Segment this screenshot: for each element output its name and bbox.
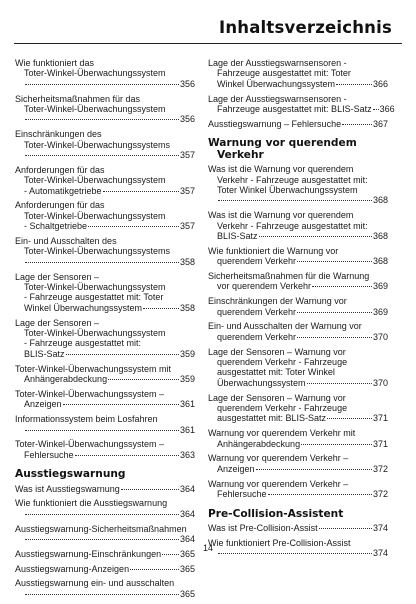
toc-page-ref: 364: [179, 534, 195, 545]
toc-entry[interactable]: [15, 165, 195, 196]
toc-entry[interactable]: [15, 578, 195, 599]
toc-page-ref: 357: [179, 221, 195, 232]
toc-page-ref: 356: [179, 78, 195, 89]
toc-entry-line: Lage der Sensoren –: [15, 317, 100, 328]
dot-leader: [121, 489, 179, 490]
toc-entry[interactable]: [15, 318, 195, 360]
toc-list-querverkehr: [208, 164, 388, 499]
toc-column-right: [208, 58, 395, 563]
toc-entry[interactable]: [208, 271, 388, 292]
dot-leader: [312, 286, 372, 287]
toc-entry-title-cont: ausgestattet mit: BLIS-Satz: [217, 413, 327, 424]
toc-entry[interactable]: [15, 272, 195, 314]
toc-page-ref: 366: [372, 78, 388, 89]
dot-leader: [25, 84, 179, 85]
toc-page-ref: 374: [372, 548, 388, 559]
toc-entry-title-cont: Anzeigen: [217, 463, 255, 474]
toc-entry-line: Toter-Winkel-Überwachungssystem –: [15, 439, 165, 450]
toc-entry[interactable]: [208, 321, 388, 342]
dot-leader: [268, 494, 372, 495]
toc-entry-line: [15, 564, 195, 574]
toc-page-ref: 370: [372, 377, 388, 388]
toc-column-left: [15, 58, 195, 604]
toc-entry-line: Toter-Winkel-Überwachungssystem –: [15, 388, 165, 399]
toc-entry[interactable]: [15, 94, 195, 125]
toc-entry-title-cont: vor querendem Verkehr: [217, 281, 312, 292]
toc-entry-line: Ausstiegswarnung-Sicherheitsmaßnahmen: [15, 523, 187, 534]
toc-entry[interactable]: [208, 164, 388, 206]
toc-entry[interactable]: [15, 484, 195, 494]
toc-entry-line: Was ist die Warnung vor querendem: [208, 164, 354, 175]
dot-leader: [256, 469, 372, 470]
dot-leader: [66, 354, 179, 355]
toc-entry-title-cont: Anhängerabdeckung: [24, 374, 108, 385]
dot-leader: [327, 418, 372, 419]
toc-entry-line: [208, 231, 388, 241]
toc-entry-line: Lage der Sensoren – Warnung vor: [208, 392, 346, 403]
toc-entry-line: [15, 374, 195, 384]
dot-leader: [143, 308, 179, 309]
toc-entry[interactable]: [15, 524, 195, 545]
toc-page-ref: 368: [372, 256, 388, 267]
toc-page-ref: 371: [372, 438, 388, 449]
toc-entry-line: Anforderungen für das: [15, 200, 105, 211]
toc-entry-line: [208, 79, 388, 89]
toc-entry-line: Wie funktioniert das: [15, 58, 95, 68]
dot-leader: [130, 569, 179, 570]
toc-entry-line: [15, 450, 195, 460]
dot-leader: [25, 155, 179, 156]
toc-entry-line: [15, 257, 195, 267]
toc-entry-title-cont: Anzeigen: [24, 399, 62, 410]
toc-page-ref: 365: [179, 588, 195, 599]
dot-leader: [25, 430, 179, 431]
toc-entry-line: ausgestattet mit: Toter Winkel: [217, 367, 335, 378]
dot-leader: [25, 262, 179, 263]
toc-entry-line: Wie funktioniert Pre-Collision-Assist: [208, 537, 351, 548]
toc-page-ref: 365: [179, 548, 195, 559]
toc-entry-line: Einschränkungen der Warnung vor: [208, 296, 347, 307]
toc-entry[interactable]: [208, 453, 388, 474]
toc-entry[interactable]: [15, 439, 195, 460]
toc-page-ref: 370: [372, 331, 388, 342]
toc-page-ref: 357: [179, 150, 195, 161]
toc-page-ref: 364: [179, 508, 195, 519]
dot-leader: [63, 404, 179, 405]
toc-entry-line: Toter-Winkel-Überwachungssystem mit: [15, 363, 172, 374]
toc-page-ref: 369: [372, 306, 388, 317]
toc-entry-line: Einschränkungen des: [15, 129, 102, 140]
toc-entry-line: [208, 523, 388, 533]
toc-page-ref: 368: [372, 231, 388, 242]
page-header: [14, 14, 402, 44]
toc-page-ref: 357: [179, 185, 195, 196]
toc-entry-line: - Fahrzeuge ausgestattet mit: Toter: [24, 292, 164, 303]
toc-entry-line: [15, 509, 195, 519]
dot-leader: [25, 119, 179, 120]
page-title: Inhaltsverzeichnis: [218, 18, 392, 37]
toc-entry-line: Toter Winkel Überwachungssystem: [217, 185, 358, 196]
dot-leader: [25, 539, 179, 540]
toc-entry-line: Verkehr - Fahrzeuge ausgestattet mit:: [217, 220, 368, 231]
toc-entry-title-cont: Überwachungssystem: [217, 377, 306, 388]
toc-entry-line: querendem Verkehr - Fahrzeuge: [217, 403, 348, 414]
dot-leader: [25, 514, 179, 515]
toc-list-pre-collision: [208, 523, 388, 559]
toc-entry-title: Ausstiegswarnung-Anzeigen: [15, 563, 130, 574]
toc-page-ref: 369: [372, 281, 388, 292]
dot-leader: [297, 312, 372, 313]
toc-entry-line: [15, 114, 195, 124]
toc-list-ausstiegswarnung: [15, 484, 195, 600]
toc-page-ref: 361: [179, 399, 195, 410]
dot-leader: [88, 226, 179, 227]
toc-entry-line: Sicherheitsmaßnahmen für die Warnung: [208, 271, 370, 282]
toc-entry-title-cont: Fahrzeuge ausgestattet mit: BLIS-Satz: [217, 104, 372, 115]
dot-leader: [218, 200, 372, 201]
toc-entry-line: [208, 281, 388, 291]
toc-entry-line: [15, 425, 195, 435]
toc-entry-line: [15, 484, 195, 494]
toc-entry[interactable]: [15, 200, 195, 231]
toc-entry-line: Ein- und Ausschalten der Warnung vor: [208, 321, 362, 332]
dot-leader: [342, 124, 372, 125]
toc-entry-line: Toter-Winkel-Überwachungssystem: [24, 282, 166, 293]
toc-entry-line: Wie funktioniert die Ausstiegswarnung: [15, 498, 168, 509]
toc-entry-line: Warnung vor querendem Verkehr mit: [208, 428, 356, 439]
toc-entry[interactable]: [15, 498, 195, 519]
toc-entry[interactable]: [208, 393, 388, 424]
toc-entry[interactable]: [208, 246, 388, 267]
toc-entry-title-cont: querendem Verkehr: [217, 331, 297, 342]
dot-leader: [259, 236, 372, 237]
toc-entry-line: [15, 186, 195, 196]
toc-entry[interactable]: [208, 58, 388, 89]
toc-entry-title-cont: Fehlersuche: [24, 449, 74, 460]
toc-page-ref: 366: [379, 104, 395, 115]
toc-entry[interactable]: [208, 119, 388, 129]
toc-list-left: [15, 58, 195, 460]
dot-leader: [301, 444, 372, 445]
toc-entry-line: Ein- und Ausschalten des: [15, 236, 117, 247]
toc-page-ref: 372: [372, 463, 388, 474]
dot-leader: [297, 337, 372, 338]
toc-entry-line: [15, 79, 195, 89]
toc-entry-line: Warnung vor querendem Verkehr –: [208, 453, 349, 464]
toc-entry-line: Toter-Winkel-Überwachungssystem: [24, 328, 166, 339]
toc-entry-title: Ausstiegswarnung-Einschränkungen: [15, 548, 162, 559]
toc-entry-line: Was ist die Warnung vor querendem: [208, 210, 354, 221]
toc-entry-line: [208, 378, 388, 388]
toc-entry-title-cont: - Automatikgetriebe: [24, 185, 102, 196]
toc-entry[interactable]: [208, 210, 388, 241]
dot-leader: [319, 528, 372, 529]
toc-entry-line: Verkehr - Fahrzeuge ausgestattet mit:: [217, 174, 368, 185]
toc-entry-title-cont: Anhängerabdeckung: [217, 438, 301, 449]
toc-entry[interactable]: [15, 236, 195, 267]
toc-entry-line: Ausstiegswarnung ein- und ausschalten: [15, 578, 175, 589]
dot-leader: [75, 455, 179, 456]
toc-entry-line: - Fahrzeuge ausgestattet mit:: [24, 338, 142, 349]
toc-entry[interactable]: [15, 129, 195, 160]
toc-entry-line: Sicherheitsmaßnahmen für das: [15, 93, 141, 104]
toc-entry-line: Toter-Winkel-Überwachungssystems: [24, 246, 171, 257]
toc-page-ref: 359: [179, 374, 195, 385]
toc-entry-title: Was ist Pre-Collision-Assist: [208, 523, 318, 533]
section-heading-ausstiegswarnung: Ausstiegswarnung: [15, 468, 126, 481]
toc-entry[interactable]: [208, 296, 388, 317]
toc-entry-line: Informationssystem beim Losfahren: [15, 414, 158, 425]
page-number: 14: [202, 543, 213, 553]
toc-page-ref: 374: [372, 523, 388, 533]
toc-entry-line: [15, 589, 195, 599]
toc-page-ref: 358: [179, 302, 195, 313]
dot-leader: [162, 554, 179, 555]
toc-entry-line: Wie funktioniert die Warnung vor: [208, 245, 339, 256]
toc-entry[interactable]: [208, 479, 388, 500]
toc-entry[interactable]: [15, 414, 195, 435]
toc-entry-line: [208, 464, 388, 474]
toc-page-ref: 367: [372, 118, 388, 129]
toc-entry-title: Was ist Ausstiegswarnung: [15, 483, 120, 494]
toc-entry[interactable]: [15, 58, 195, 89]
dot-leader: [297, 261, 372, 262]
toc-entry[interactable]: [208, 93, 395, 115]
toc-entry-title-cont: querendem Verkehr: [217, 306, 297, 317]
toc-entry-title-cont: querendem Verkehr: [217, 256, 297, 267]
toc-entry-line: [15, 349, 195, 359]
toc-entry[interactable]: [208, 428, 388, 449]
dot-leader: [103, 191, 179, 192]
toc-entry-line: [208, 307, 388, 317]
toc-page-ref: 364: [179, 483, 195, 494]
toc-entry-line: [208, 489, 388, 499]
toc-entry-line: [15, 303, 195, 313]
toc-entry-line: [15, 150, 195, 160]
toc-entry-line: Toter-Winkel-Überwachungssystem: [24, 104, 166, 115]
toc-entry-line: [208, 104, 395, 115]
dot-leader: [336, 84, 372, 85]
section-heading-line: Warnung vor querendem: [208, 137, 357, 150]
toc-entry-line: Warnung vor querendem Verkehr –: [208, 478, 349, 489]
section-heading-querverkehr: [208, 138, 388, 161]
toc-entry-title-cont: Winkel Überwachungssystem: [217, 78, 336, 89]
toc-entry-line: [15, 399, 195, 409]
toc-page-ref: 356: [179, 114, 195, 125]
toc-entry[interactable]: [15, 389, 195, 410]
toc-entry[interactable]: [15, 564, 195, 574]
toc-entry-line: Lage der Ausstiegswarnsensoren -: [208, 58, 347, 68]
toc-list-right-top: [208, 58, 395, 129]
toc-entry-title-cont: BLIS-Satz: [24, 348, 65, 359]
toc-entry-line: Toter-Winkel-Überwachungssystem: [24, 210, 166, 221]
toc-entry[interactable]: [15, 364, 195, 385]
toc-page-ref: 372: [372, 489, 388, 500]
toc-entry-line: Lage der Sensoren – Warnung vor: [208, 346, 346, 357]
toc-entry-line: Toter-Winkel-Überwachungssystem: [24, 175, 166, 186]
toc-entry-title-cont: - Schaltgetriebe: [24, 221, 88, 232]
dot-leader: [307, 383, 372, 384]
toc-entry-line: [208, 413, 388, 423]
toc-page-ref: 371: [372, 413, 388, 424]
toc-entry-line: querendem Verkehr - Fahrzeuge: [217, 357, 348, 368]
toc-page-ref: 368: [372, 195, 388, 206]
toc-entry-title-cont: BLIS-Satz: [217, 231, 258, 242]
toc-entry-line: Toter-Winkel-Überwachungssystems: [24, 139, 171, 150]
toc-page-ref: 358: [179, 256, 195, 267]
dot-leader: [218, 553, 372, 554]
toc-entry-title-cont: Fehlersuche: [217, 489, 267, 500]
toc-page-ref: 365: [179, 563, 195, 574]
toc-entry-line: [208, 332, 388, 342]
toc-page-ref: 363: [179, 449, 195, 460]
toc-entry-line: Fahrzeuge ausgestattet mit: Toter: [217, 68, 351, 79]
toc-entry-title-cont: Winkel Überwachungssystem: [24, 302, 143, 313]
toc-page-ref: 359: [179, 348, 195, 359]
toc-entry[interactable]: [208, 523, 388, 533]
section-heading-pre-collision: Pre-Collision-Assistent: [208, 507, 344, 520]
toc-entry-line: Anforderungen für das: [15, 164, 105, 175]
toc-entry-line: Lage der Sensoren –: [15, 271, 100, 282]
dot-leader: [25, 594, 179, 595]
toc-entry-line: Toter-Winkel-Überwachungssystem: [24, 68, 166, 79]
toc-entry-title: Ausstiegswarnung – Fehlersuche: [208, 118, 342, 129]
section-heading-line: Verkehr: [217, 148, 264, 161]
toc-entry[interactable]: [208, 347, 388, 389]
dot-leader: [108, 379, 179, 380]
toc-page-ref: 361: [179, 424, 195, 435]
dot-leader: [373, 109, 379, 110]
toc-entry-line: [208, 439, 388, 449]
toc-entry-line: [208, 195, 388, 205]
toc-entry-line: [208, 256, 388, 266]
toc-entry-line: [15, 221, 195, 231]
toc-entry-line: Lage der Ausstiegswarnsensoren -: [208, 93, 347, 104]
header-rule: [14, 43, 402, 44]
toc-entry-line: [208, 119, 388, 129]
